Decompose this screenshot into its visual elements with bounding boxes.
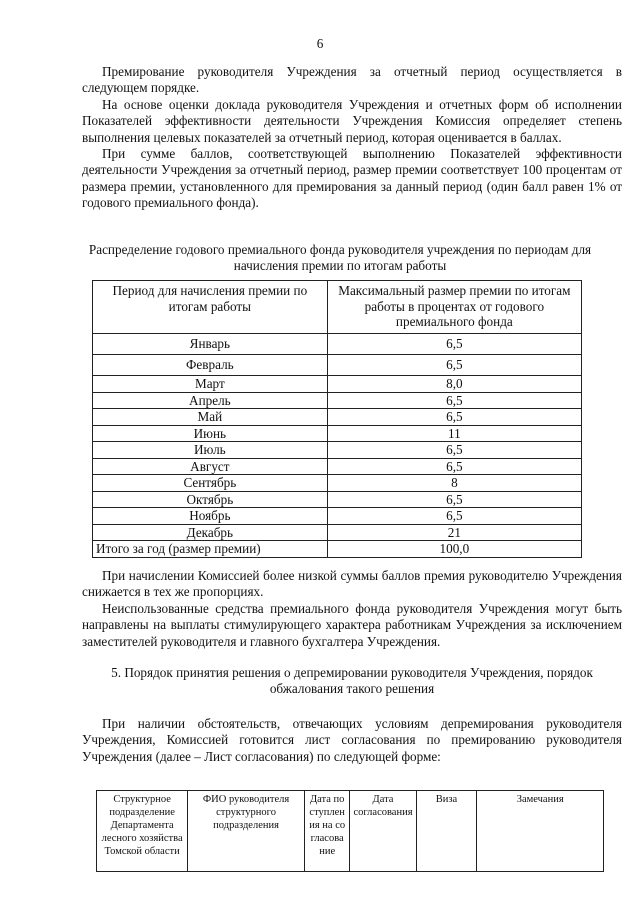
bonus-percent: 6,5 [327,491,581,508]
period: Май [93,409,328,426]
table-row [93,524,582,541]
period: Март [93,376,328,393]
column-header: Период для начисления премии по итогам работы [93,281,328,334]
intro-text [82,64,622,212]
section-title: 5. Порядок принятия решения о депремировании руководителя Учреждения, порядок обжалования такого решения [111,665,593,697]
table-row [93,355,582,376]
approval-form-table [96,790,604,872]
table-caption: Распределение годового премиального фонда руководителя учреждения по периодам для начисления премии по итогам работы [88,242,592,273]
column-header: Дата согласования [350,791,416,872]
period: Январь [93,334,328,355]
table-row [93,508,582,525]
table-row [93,392,582,409]
table-row [93,334,582,355]
column-header: Максимальный размер премии по итогам работы в процентах от годового премиального фонда [327,281,581,334]
total-value: 100,0 [327,541,581,558]
period: Апрель [93,392,328,409]
table-row [93,458,582,475]
table-row [93,491,582,508]
period: Сентябрь [93,475,328,492]
table-row [93,475,582,492]
period: Август [93,458,328,475]
paragraph: На основе оценки доклада руководителя Учреждения и отчетных форм об исполнении Показателей эффективности деятельности Учреждения Комиссия определяет степень выполнения целевых показателей за отчетный период, которая оценивается в баллах. [82,96,622,145]
paragraph: При наличии обстоятельств, отвечающих условиям депремирования руководителя Учреждения, Комиссией готовится лист согласования по премированию руководителя Учреждения (далее – Лист согласования) по следующей форме: [82,716,622,764]
period: Июнь [93,425,328,442]
bonus-percent: 6,5 [327,508,581,525]
bonus-percent: 8 [327,475,581,492]
middle-text [82,568,622,650]
bonus-percent: 6,5 [327,392,581,409]
bonus-percent: 6,5 [327,458,581,475]
paragraph: Неиспользованные средства премиального фонда руководителя Учреждения могут быть направлены на выплаты стимулирующего характера работникам Учреждения за исключением заместителей руководителя и главного бухгалтера Учреждения. [82,600,622,649]
bonus-percent: 6,5 [327,442,581,459]
bonus-percent: 6,5 [327,334,581,355]
period: Ноябрь [93,508,328,525]
table-row [93,425,582,442]
period: Февраль [93,355,328,376]
paragraph: При сумме баллов, соответствующей выполнению Показателей эффективности деятельности Учреждения за отчетный период, размер премии соответствует 100 процентам от размера премии, установленного для премирования за данный период (один балл равен 1% от годового премиального фонда). [82,146,622,211]
column-header: Виза [416,791,477,872]
table-row [93,442,582,459]
table-row [93,409,582,426]
period: Октябрь [93,491,328,508]
column-header: Структурное подразделение Департамента лесного хозяйства Томской области [97,791,188,872]
bonus-percent: 6,5 [327,355,581,376]
bonus-percent: 21 [327,524,581,541]
paragraph: Премирование руководителя Учреждения за отчетный период осуществляется в следующем порядке. [82,64,622,96]
page-number: 6 [316,36,324,51]
period: Июль [93,442,328,459]
bonus-percent: 6,5 [327,409,581,426]
table-row [93,376,582,393]
total-label: Итого за год (размер премии) [93,541,328,558]
bonus-distribution-table [92,280,582,558]
column-header: ФИО руководителя структурного подразделения [188,791,305,872]
column-header: Замечания [477,791,604,872]
paragraph: При начислении Комиссией более низкой суммы баллов премия руководителю Учреждения снижается в тех же пропорциях. [82,568,622,600]
bottom-text [82,716,622,765]
bonus-percent: 11 [327,425,581,442]
bonus-percent: 8,0 [327,376,581,393]
column-header: Дата поступления на согласование [304,791,350,872]
period: Декабрь [93,524,328,541]
